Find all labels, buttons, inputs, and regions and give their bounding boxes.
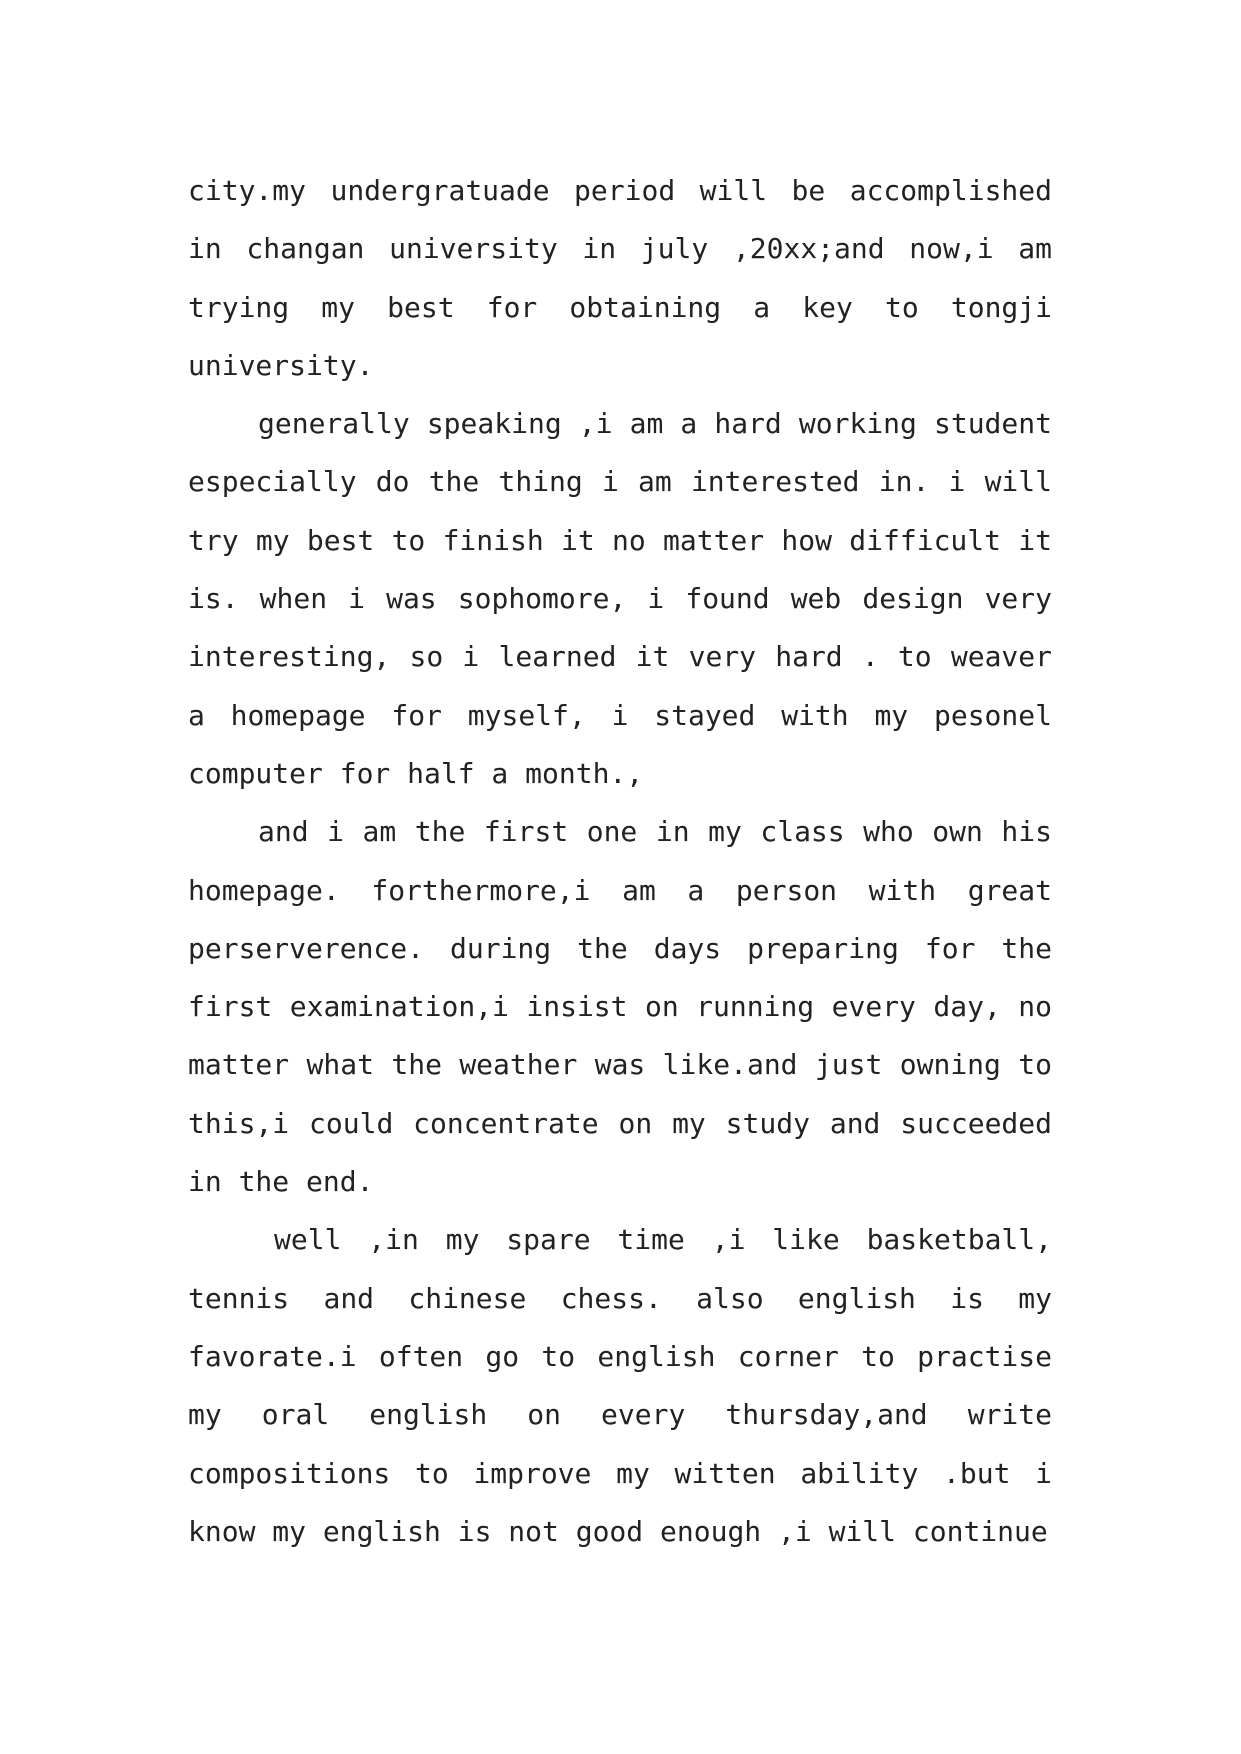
paragraph-2: generally speaking ,i am a hard working student especially do the thing i am interested in. i will try my best to finish it no matter how difficult it is. when i was sophomore, i found web design very interesting, so i learned it very hard . to weaver a homepage for myself, i stayed with my pesonel computer for half a month., — [188, 407, 1052, 790]
paragraph-3: and i am the first one in my class who own his homepage. forthermore,i am a person with great perserverence. during the days preparing for the first examination,i insist on running every day, no matter what the weather was like.and just owning to this,i could concentrate on my study and succeeded in the end. — [188, 815, 1052, 1199]
paragraph-1: city.my undergratuade period will be accomplished in changan university in july ,20xx;and now,i am trying my best for obtaining a key to tongji university. — [188, 174, 1052, 382]
document-body — [188, 162, 1052, 1561]
paragraph-4: well ,in my spare time ,i like basketball, tennis and chinese chess. also english is my favorate.i often go to english corner to practise my oral english on every thursday,and write compositions to improve my witten ability .but i know my english is not good enough ,i will continue — [188, 1223, 1052, 1548]
